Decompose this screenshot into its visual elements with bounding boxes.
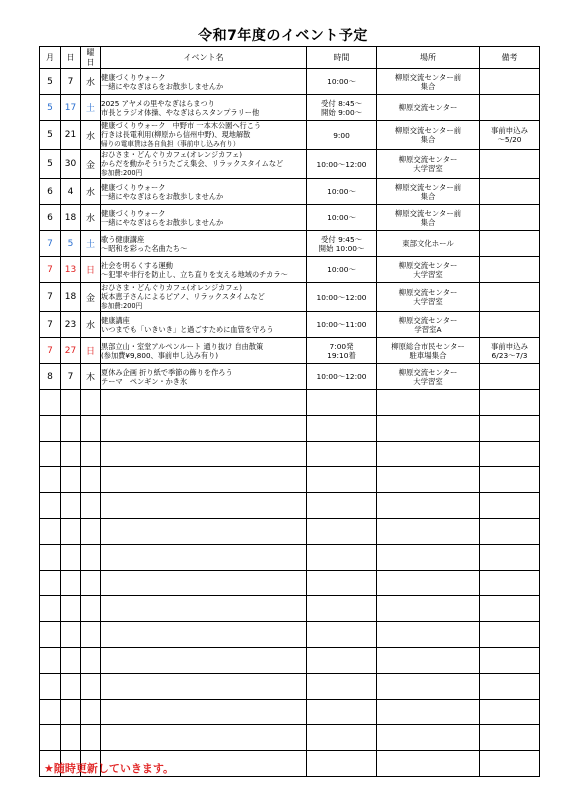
event-line: テーマ ペンギン・かき氷 (101, 376, 188, 386)
empty-cell (81, 390, 101, 416)
empty-cell (61, 596, 81, 622)
cell-weekday: 日 (81, 257, 101, 283)
cell-place-line: 大学習室 (413, 269, 443, 279)
empty-cell (40, 390, 61, 416)
event-line: いつまでも「いきいき」と過ごすために血管を守ろう (101, 324, 274, 334)
header-time: 時間 (307, 47, 377, 69)
empty-cell (101, 390, 307, 416)
empty-row (40, 518, 540, 544)
cell-place-line: 柳原交流センター (398, 367, 458, 377)
empty-row (40, 390, 540, 416)
cell-place (377, 121, 480, 150)
empty-cell (307, 673, 377, 699)
table-row (40, 205, 540, 231)
cell-weekday: 水 (81, 121, 101, 150)
cell-place-line: 集合 (420, 81, 436, 91)
empty-cell (101, 415, 307, 441)
cell-place (377, 95, 480, 121)
empty-cell (377, 493, 480, 519)
page-title: 令和7年度のイベント予定 (198, 28, 368, 44)
empty-cell (61, 467, 81, 493)
empty-cell (40, 467, 61, 493)
cell-weekday: 水 (81, 69, 101, 95)
empty-cell (40, 647, 61, 673)
empty-cell (480, 518, 540, 544)
cell-time-line: 開始 9:00～ (320, 107, 363, 117)
empty-cell (81, 596, 101, 622)
header-weekday-top: 曜 (86, 47, 95, 57)
cell-month: 8 (40, 364, 61, 390)
cell-place-line: 柳原総合市民センター (391, 341, 465, 351)
empty-cell (480, 647, 540, 673)
event-line: 参加費:200円 (101, 169, 143, 177)
empty-cell (40, 570, 61, 596)
empty-cell (81, 544, 101, 570)
cell-time-line: 10:00～11:00 (316, 320, 367, 329)
event-line: (参加費¥9,800、事前申し込み有り) (101, 350, 219, 360)
cell-time (307, 179, 377, 205)
empty-row (40, 622, 540, 648)
empty-cell (61, 518, 81, 544)
cell-time-line: 9:00 (333, 130, 350, 140)
cell-time-line: 7:00発 (329, 341, 354, 351)
cell-weekday: 金 (81, 150, 101, 179)
event-line: 健康づくりウォーク (101, 182, 166, 192)
cell-time-line: 10:00～ (327, 265, 356, 274)
cell-time (307, 69, 377, 95)
empty-cell (101, 673, 307, 699)
cell-event (101, 257, 307, 283)
table-row (40, 338, 540, 364)
cell-weekday: 日 (81, 338, 101, 364)
empty-cell (101, 622, 307, 648)
empty-cell (101, 647, 307, 673)
cell-remarks-line: 事前申込み (491, 341, 528, 351)
empty-cell (40, 441, 61, 467)
cell-place (377, 69, 480, 95)
cell-month: 7 (40, 312, 61, 338)
empty-cell (81, 570, 101, 596)
cell-month: 7 (40, 283, 61, 312)
cell-time (307, 338, 377, 364)
empty-cell (307, 725, 377, 751)
cell-weekday: 木 (81, 364, 101, 390)
cell-place (377, 257, 480, 283)
empty-cell (307, 647, 377, 673)
empty-cell (480, 570, 540, 596)
cell-time (307, 121, 377, 150)
empty-cell (61, 493, 81, 519)
header-event: イベント名 (101, 47, 307, 69)
cell-event (101, 283, 307, 312)
cell-time-line: 10:00～ (327, 187, 356, 196)
cell-time (307, 364, 377, 390)
cell-event (101, 231, 307, 257)
empty-cell (40, 622, 61, 648)
cell-remarks (480, 364, 540, 390)
cell-weekday: 金 (81, 283, 101, 312)
cell-place-line: 柳原交流センター前 (394, 182, 462, 192)
empty-cell (40, 699, 61, 725)
footer-note: ★随時更新していきます。 (44, 762, 174, 775)
cell-weekday: 土 (81, 231, 101, 257)
cell-time-line: 10:00～12:00 (316, 372, 367, 381)
empty-row (40, 467, 540, 493)
empty-cell (81, 647, 101, 673)
table-row (40, 283, 540, 312)
empty-cell (480, 751, 540, 777)
cell-weekday: 水 (81, 205, 101, 231)
cell-time (307, 257, 377, 283)
empty-cell (307, 518, 377, 544)
event-line: 行きは長電利用(柳原から信州中野)、現地解散 (101, 130, 251, 139)
cell-month: 6 (40, 205, 61, 231)
cell-place (377, 179, 480, 205)
empty-cell (480, 596, 540, 622)
empty-cell (480, 622, 540, 648)
cell-remarks (480, 283, 540, 312)
cell-place (377, 150, 480, 179)
empty-cell (61, 544, 81, 570)
table-header-row (40, 47, 540, 69)
empty-row (40, 570, 540, 596)
cell-day: 7 (61, 364, 81, 390)
event-line: 健康講座 (101, 315, 130, 325)
cell-place-line: 柳原交流センター (398, 288, 458, 297)
event-line: 帰りの電車賃は各自負担（事前申し込み有り） (101, 140, 240, 148)
empty-cell (377, 570, 480, 596)
cell-place-line: 大学習室 (413, 376, 443, 386)
empty-cell (480, 699, 540, 725)
cell-remarks-line: 事前申込み (491, 126, 528, 135)
empty-cell (307, 596, 377, 622)
empty-cell (377, 751, 480, 777)
empty-cell (307, 441, 377, 467)
empty-row (40, 699, 540, 725)
empty-cell (307, 390, 377, 416)
empty-cell (307, 467, 377, 493)
table-row (40, 179, 540, 205)
cell-remarks (480, 121, 540, 150)
cell-month: 7 (40, 257, 61, 283)
empty-cell (81, 441, 101, 467)
cell-day: 21 (61, 121, 81, 150)
table-row (40, 150, 540, 179)
cell-event (101, 205, 307, 231)
empty-cell (81, 415, 101, 441)
empty-cell (40, 673, 61, 699)
cell-time (307, 312, 377, 338)
header-month: 月 (40, 47, 61, 69)
event-line: 一緒にやなぎはらをお散歩しませんか (101, 81, 224, 91)
empty-cell (61, 390, 81, 416)
empty-cell (307, 570, 377, 596)
empty-cell (377, 544, 480, 570)
empty-cell (377, 390, 480, 416)
empty-cell (81, 699, 101, 725)
table-row (40, 69, 540, 95)
empty-row (40, 544, 540, 570)
empty-cell (480, 725, 540, 751)
cell-time-line: 受付 9:45～ (320, 234, 363, 244)
event-line: からだを動かそう!うたごえ集会、リラックスタイムなど (101, 159, 284, 168)
cell-place-line: 柳原交流センター前 (394, 208, 462, 218)
empty-row (40, 415, 540, 441)
empty-cell (377, 467, 480, 493)
cell-time-line: 10:00～ (327, 77, 356, 86)
empty-cell (101, 725, 307, 751)
cell-time-line: 開始 10:00～ (318, 243, 365, 253)
event-line: 坂本恵子さんによるピアノ、リラックスタイムなど (101, 292, 265, 301)
empty-cell (61, 647, 81, 673)
event-line: 健康づくりウォーク 中野市 一本木公園へ行こう (101, 121, 262, 130)
cell-time (307, 150, 377, 179)
cell-month: 7 (40, 338, 61, 364)
event-line: 健康づくりウォーク (101, 72, 166, 82)
empty-cell (480, 441, 540, 467)
event-line: 一緒にやなぎはらをお散歩しませんか (101, 191, 224, 201)
empty-cell (480, 415, 540, 441)
empty-cell (480, 390, 540, 416)
cell-month: 6 (40, 179, 61, 205)
event-line: 一緒にやなぎはらをお散歩しませんか (101, 217, 224, 227)
cell-day: 17 (61, 95, 81, 121)
empty-row (40, 725, 540, 751)
empty-cell (61, 673, 81, 699)
cell-month: 5 (40, 121, 61, 150)
empty-cell (377, 647, 480, 673)
empty-cell (40, 493, 61, 519)
cell-month: 5 (40, 69, 61, 95)
cell-time (307, 205, 377, 231)
table-row (40, 231, 540, 257)
empty-cell (307, 751, 377, 777)
table-body (40, 69, 540, 777)
cell-event (101, 312, 307, 338)
empty-cell (101, 596, 307, 622)
empty-cell (81, 518, 101, 544)
cell-place-line: 集合 (420, 217, 436, 227)
cell-place-line: 集合 (420, 135, 436, 144)
event-line: 歌う健康講座 (101, 234, 145, 244)
cell-event (101, 179, 307, 205)
empty-cell (81, 493, 101, 519)
cell-place-line: 学習室A (414, 324, 442, 334)
cell-place-line: 東部文化ホール (402, 239, 454, 248)
empty-cell (307, 699, 377, 725)
empty-cell (101, 699, 307, 725)
cell-day: 18 (61, 205, 81, 231)
cell-day: 23 (61, 312, 81, 338)
cell-place (377, 338, 480, 364)
cell-remarks (480, 338, 540, 364)
cell-time-line: 受付 8:45～ (320, 98, 363, 108)
empty-cell (61, 570, 81, 596)
empty-cell (40, 725, 61, 751)
event-line: 2025 アヤメの里やなぎはらまつり (101, 98, 215, 108)
cell-day: 27 (61, 338, 81, 364)
event-line: 市長とラジオ体操、やなぎはらスタンプラリー他 (101, 107, 260, 117)
cell-time (307, 231, 377, 257)
cell-place-line: 大学習室 (413, 297, 443, 306)
cell-place-line: 柳原交流センター (398, 260, 458, 270)
empty-cell (40, 596, 61, 622)
cell-weekday: 水 (81, 312, 101, 338)
empty-cell (40, 518, 61, 544)
event-line: 社会を明るくする運動 (101, 260, 173, 270)
empty-cell (480, 493, 540, 519)
cell-place-line: 柳原交流センター (398, 315, 458, 325)
cell-month: 5 (40, 95, 61, 121)
table-row (40, 364, 540, 390)
event-line: 参加費:200円 (101, 302, 143, 310)
empty-row (40, 493, 540, 519)
empty-row (40, 647, 540, 673)
empty-cell (101, 467, 307, 493)
cell-place-line: 柳原交流センター前 (394, 126, 462, 135)
empty-cell (377, 596, 480, 622)
empty-cell (61, 622, 81, 648)
cell-place-line: 大学習室 (413, 164, 443, 173)
empty-cell (307, 544, 377, 570)
empty-row (40, 441, 540, 467)
empty-cell (61, 441, 81, 467)
empty-cell (377, 441, 480, 467)
event-line: 黒部立山・室堂アルペンルート 通り抜け 自由散策 (101, 341, 264, 351)
cell-place (377, 312, 480, 338)
cell-time-line: 19:10着 (327, 350, 356, 360)
cell-time-line: 10:00～12:00 (316, 159, 367, 169)
table-row (40, 257, 540, 283)
cell-month: 7 (40, 231, 61, 257)
cell-day: 7 (61, 69, 81, 95)
event-line: 夏休み企画 折り紙で季節の飾りを作ろう (101, 367, 233, 377)
empty-cell (307, 622, 377, 648)
event-line: ～昭和を彩った名曲たち～ (101, 243, 188, 253)
cell-time (307, 95, 377, 121)
cell-place (377, 205, 480, 231)
cell-day: 30 (61, 150, 81, 179)
empty-row (40, 596, 540, 622)
cell-remarks (480, 205, 540, 231)
header-weekday (81, 47, 101, 69)
cell-weekday: 水 (81, 179, 101, 205)
empty-cell (377, 699, 480, 725)
event-line: ～犯罪や非行を防止し、立ち直りを支える地域のチカラ～ (101, 269, 288, 279)
cell-day: 18 (61, 283, 81, 312)
empty-cell (61, 415, 81, 441)
empty-cell (377, 415, 480, 441)
cell-place-line: 柳原交流センター (398, 103, 458, 112)
empty-cell (377, 518, 480, 544)
empty-cell (81, 673, 101, 699)
event-schedule-table (39, 46, 540, 777)
cell-place-line: 柳原交流センター前 (394, 72, 462, 82)
empty-cell (40, 415, 61, 441)
cell-event (101, 69, 307, 95)
empty-row (40, 673, 540, 699)
cell-event (101, 338, 307, 364)
empty-cell (480, 544, 540, 570)
cell-remarks (480, 179, 540, 205)
event-line: 健康づくりウォーク (101, 208, 166, 218)
cell-remarks (480, 150, 540, 179)
empty-cell (307, 415, 377, 441)
empty-cell (101, 441, 307, 467)
cell-event (101, 364, 307, 390)
cell-month: 5 (40, 150, 61, 179)
event-line: おひさま・どんぐりカフェ(オレンジカフェ) (101, 150, 243, 159)
cell-remarks (480, 312, 540, 338)
empty-cell (61, 699, 81, 725)
empty-cell (480, 467, 540, 493)
empty-cell (101, 518, 307, 544)
empty-cell (101, 570, 307, 596)
cell-remarks (480, 231, 540, 257)
cell-place-line: 駐車場集合 (409, 350, 447, 360)
cell-place-line: 柳原交流センター (398, 155, 458, 164)
cell-time-line: 10:00～12:00 (316, 292, 367, 302)
empty-cell (81, 622, 101, 648)
empty-cell (377, 725, 480, 751)
cell-remarks (480, 257, 540, 283)
cell-day: 13 (61, 257, 81, 283)
header-weekday-bottom: 日 (86, 57, 95, 67)
cell-day: 5 (61, 231, 81, 257)
table-row (40, 95, 540, 121)
table-row (40, 121, 540, 150)
empty-cell (377, 622, 480, 648)
cell-event (101, 95, 307, 121)
cell-remarks-line: 6/23～7/3 (491, 350, 528, 360)
empty-cell (480, 673, 540, 699)
empty-cell (307, 493, 377, 519)
header-place: 場所 (377, 47, 480, 69)
cell-remarks (480, 95, 540, 121)
cell-event (101, 121, 307, 150)
cell-time (307, 283, 377, 312)
cell-event (101, 150, 307, 179)
cell-weekday: 土 (81, 95, 101, 121)
header-remarks: 備考 (480, 47, 540, 69)
cell-place-line: 集合 (420, 191, 436, 201)
cell-time-line: 10:00～ (327, 213, 356, 222)
empty-cell (81, 467, 101, 493)
empty-cell (81, 725, 101, 751)
header-day: 日 (61, 47, 81, 69)
cell-place (377, 364, 480, 390)
event-line: おひさま・どんぐりカフェ(オレンジカフェ) (101, 283, 243, 292)
cell-place (377, 283, 480, 312)
empty-cell (377, 673, 480, 699)
cell-remarks-line: ～5/20 (497, 135, 522, 144)
cell-day: 4 (61, 179, 81, 205)
empty-cell (101, 544, 307, 570)
cell-place (377, 231, 480, 257)
empty-cell (40, 544, 61, 570)
empty-cell (101, 493, 307, 519)
table-row (40, 312, 540, 338)
empty-cell (61, 725, 81, 751)
cell-remarks (480, 69, 540, 95)
